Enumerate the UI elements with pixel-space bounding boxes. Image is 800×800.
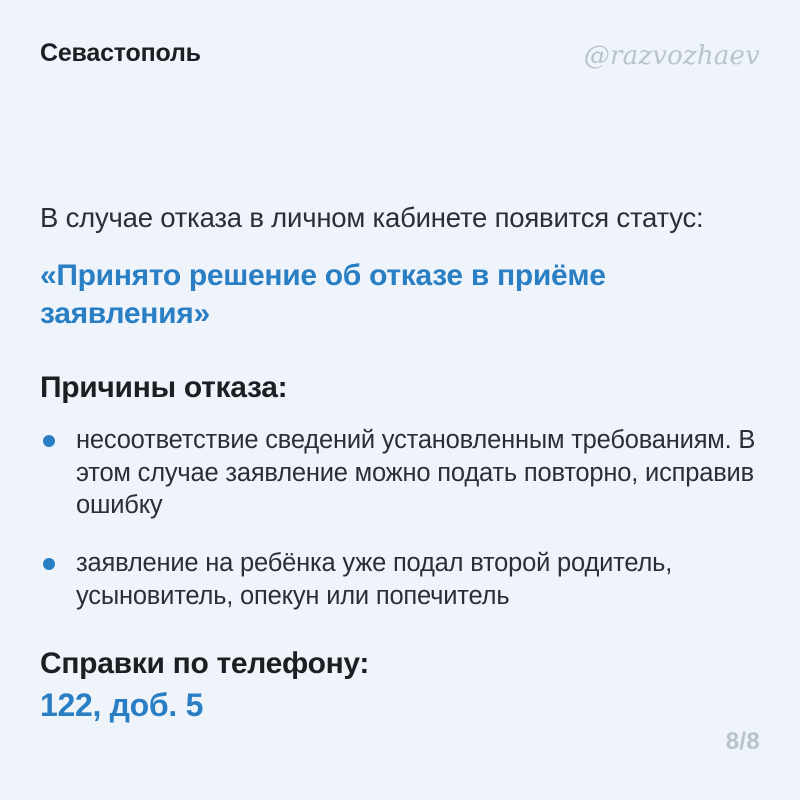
reasons-title: Причины отказа: — [40, 371, 288, 405]
slide-content — [40, 200, 760, 724]
brand-title: Севастополь — [40, 39, 201, 67]
page-counter: 8/8 — [725, 728, 760, 755]
list-item-text: несоответствие сведений установленным требованиям. В этом случае заявление можно подать повторно, исправив ошибку — [76, 426, 756, 519]
author-handle: @razvozhaev — [583, 41, 760, 71]
list-item-text: заявление на ребёнка уже подал второй родитель, усыновитель, опекун или попечитель — [76, 549, 673, 610]
phone-number: 122, доб. 5 — [40, 687, 204, 724]
bullet-dot-icon — [43, 435, 55, 447]
reasons-list — [40, 424, 760, 612]
phone-title: Справки по телефону: — [40, 647, 370, 681]
slide-header — [40, 40, 760, 92]
intro-text: В случае отказа в личном кабинете появится статус: — [40, 202, 704, 233]
list-item — [40, 424, 760, 521]
status-quote-text: «Принято решение об отказе в приёме заявления» — [40, 259, 606, 330]
bullet-dot-icon — [43, 558, 55, 570]
list-item — [40, 547, 760, 612]
